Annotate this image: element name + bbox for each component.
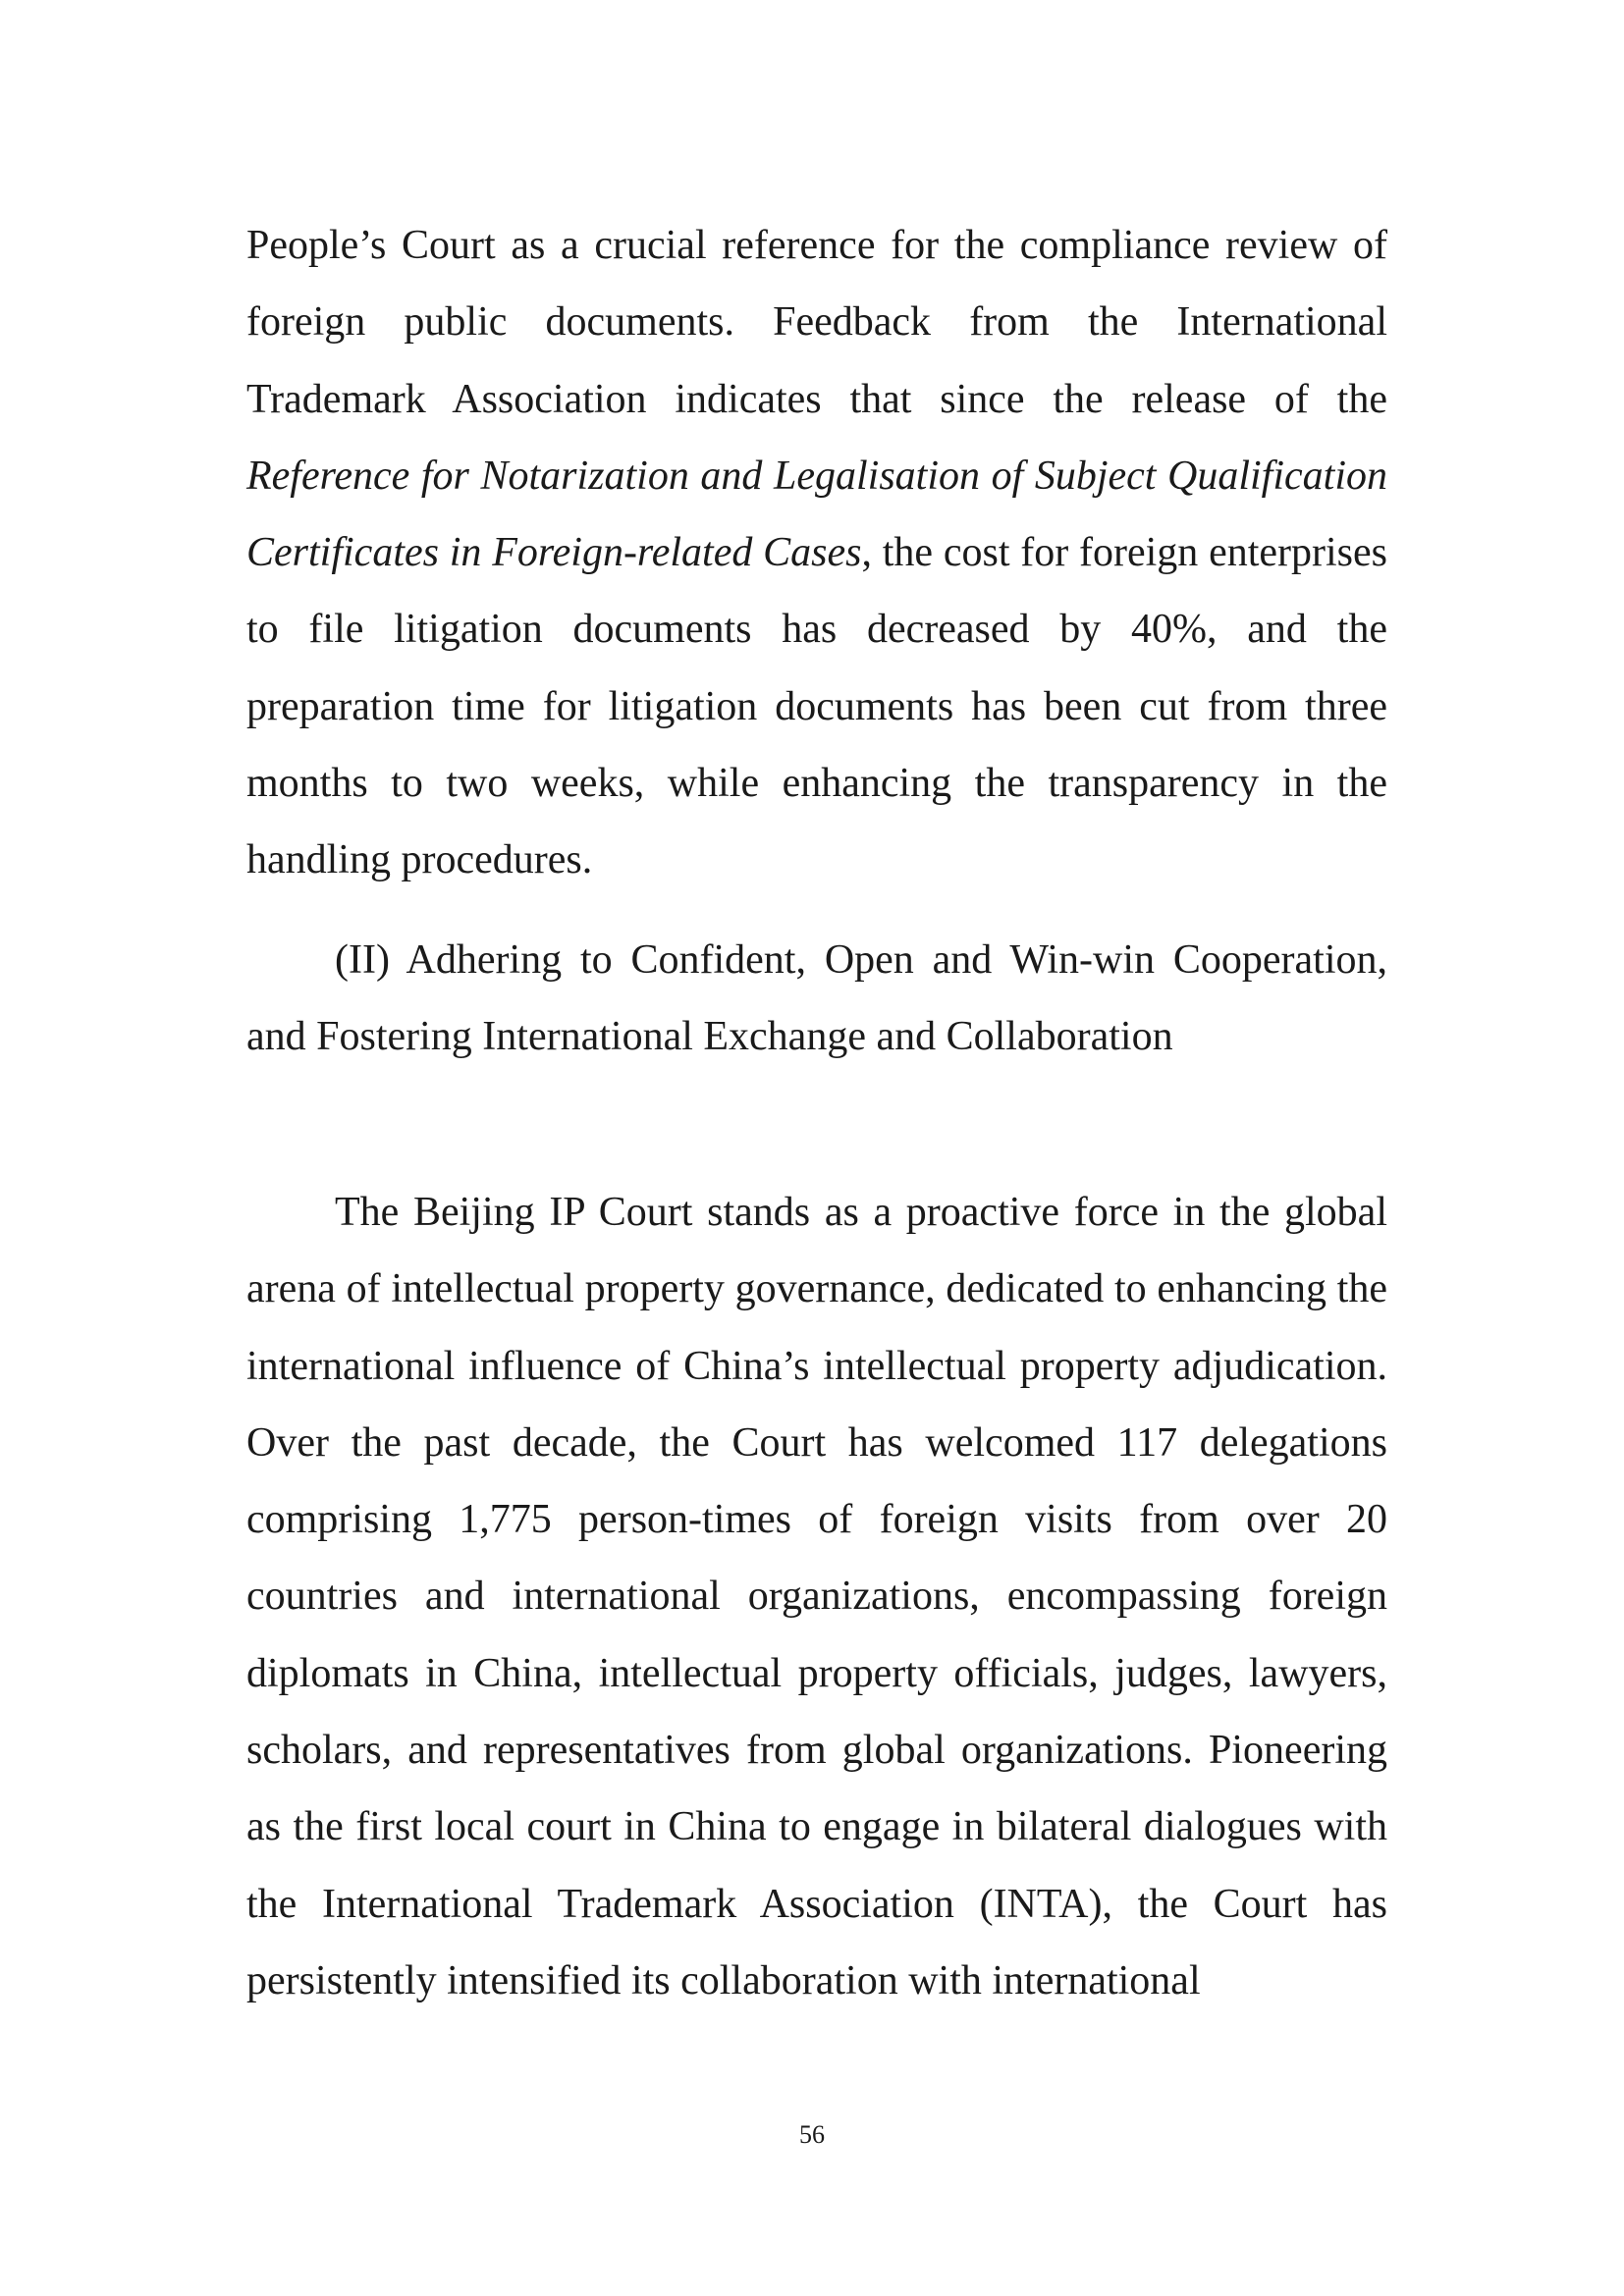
section-heading bbox=[246, 922, 1387, 1076]
paragraph-compliance-review bbox=[246, 207, 1387, 899]
section-heading-text: (II) Adhering to Confident, Open and Win-win Cooperation, and Fostering International Exchange and Collaboration bbox=[246, 937, 1387, 1060]
paragraph-text-end: , the cost for foreign enterprises to file litigation documents has decreased by 40%, and the preparation time for litigation documents has been cut from three months to two weeks, while enhancing the transparency in the handling procedures. bbox=[246, 530, 1387, 883]
paragraph-text bbox=[246, 207, 1387, 899]
document-title-italic: Reference for Notarization and Legalisation of Subject Qualification Certificates in Foreign-related Cases bbox=[246, 453, 1387, 576]
paragraph-text: The Beijing IP Court stands as a proactive force in the global arena of intellectual property governance, dedicated to enhancing the international influence of China’s intellectual property adjudication. Over the past decade, the Court has welcomed 117 delegations comprising 1,775 person-times of foreign visits from over 20 countries and international organizations, encompassing foreign diplomats in China, intellectual property officials, judges, lawyers, scholars, and representatives from global organizations. Pioneering as the first local court in China to engage in bilateral dialogues with the International Trademark Association (INTA), the Court has persistently intensified its collaboration with international bbox=[246, 1190, 1387, 2003]
page-number: 56 bbox=[799, 2120, 825, 2149]
paragraph-international-exchange bbox=[246, 1174, 1387, 2019]
paragraph-text-start: People’s Court as a crucial reference for the compliance review of foreign public documents. Feedback from the International Trademark Association indicates that since the release of the bbox=[246, 223, 1387, 422]
